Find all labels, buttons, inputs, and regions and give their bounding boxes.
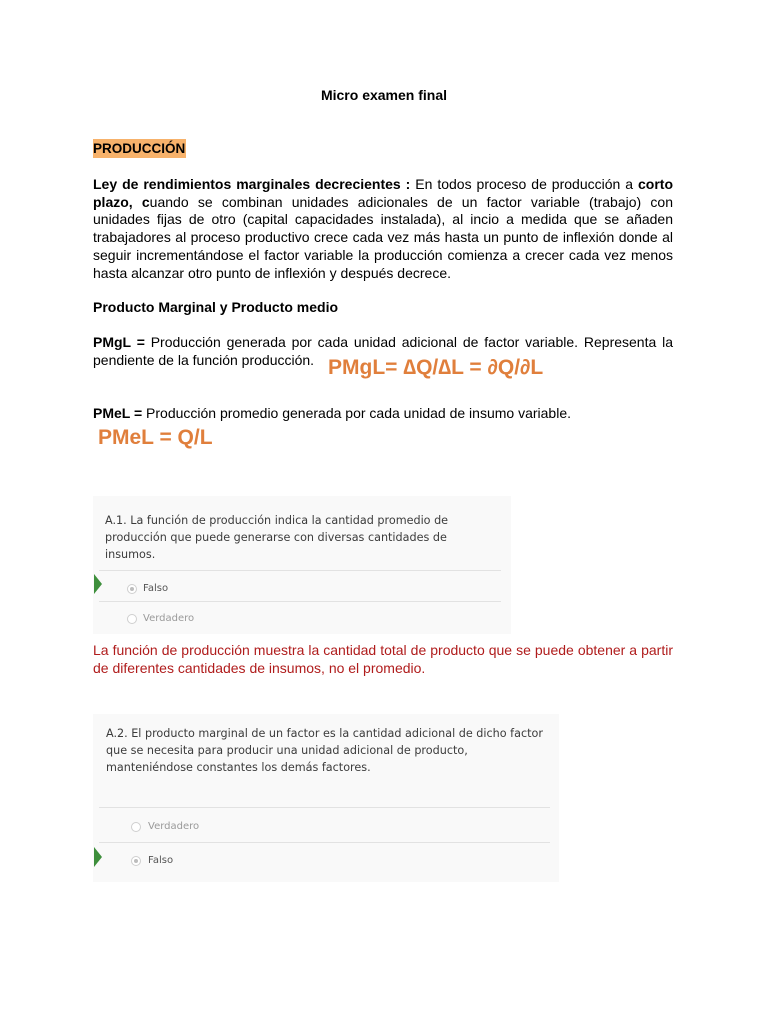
pmgl-text: Producción generada por cada unidad adicional de factor variable. Representa la pendiente de la función producción.: [93, 334, 673, 368]
section-heading: PRODUCCIÓN: [93, 141, 186, 156]
quiz-1-question: A.1. La función de producción indica la cantidad promedio de producción que puede generarse con diversas cantidades de insumos.: [105, 514, 449, 561]
pmel-text: Producción promedio generada por cada unidad de insumo variable.: [142, 405, 571, 421]
answer-1-text: La función de producción muestra la cantidad total de producto que se puede obtener a partir de diferentes cantidades de insumos, no el promedio.: [93, 642, 673, 676]
ley-bold-corto: corto plazo, c: [93, 176, 673, 210]
pmel-paragraph: [93, 405, 673, 423]
pmel-label: PMeL =: [93, 405, 143, 421]
quiz-1-radio-verdadero[interactable]: [127, 614, 137, 624]
selected-flag-icon: [94, 847, 102, 867]
quiz-1-option-falso: Falso: [143, 583, 169, 594]
quiz-2-radio-falso[interactable]: [131, 856, 141, 866]
ley-text-2: uando se combinan unidades adicionales de un factor variable (trabajo) con unidades fijas de otro (capital capacidades instalada), al incio a medida que se añaden trabajadores al proceso productivo crece cada vez más hasta un punto de inflexión donde al seguir incrementándose el factor variable la producción comienza a crecer cada vez menos hasta alcanzar otro punto de inflexión y después decrece.: [93, 193, 673, 281]
quiz-1-screenshot: [93, 496, 511, 634]
quiz-2-option-verdadero: Verdadero: [148, 821, 200, 832]
ley-bold-lead: Ley de rendimientos marginales decrecientes :: [93, 176, 411, 192]
subheading: Producto Marginal y Producto medio: [93, 299, 339, 315]
quiz-1-option-verdadero: Verdadero: [143, 613, 195, 624]
quiz-2-divider: [99, 807, 550, 808]
quiz-2-radio-verdadero[interactable]: [131, 822, 141, 832]
quiz-2-divider-2: [99, 842, 550, 843]
selected-flag-icon: [94, 574, 102, 594]
quiz-2-screenshot: [93, 714, 559, 882]
quiz-2-question: A.2. El producto marginal de un factor es la cantidad adicional de dicho factor que se necesita para producir una unidad adicional de producto, manteniéndose constantes los demás factores.: [106, 727, 543, 774]
ley-paragraph: [93, 176, 673, 282]
quiz-1-divider: [99, 570, 501, 571]
pmel-formula: PMeL = Q/L: [98, 426, 213, 449]
quiz-1-divider-2: [99, 601, 501, 602]
page-title: Micro examen final: [320, 87, 448, 103]
pmgl-formula: PMgL= ∆Q/∆L = ∂Q/∂L: [328, 356, 544, 379]
quiz-2-option-falso: Falso: [148, 855, 174, 866]
quiz-1-radio-falso[interactable]: [127, 584, 137, 594]
ley-text-1: En todos proceso de producción a: [410, 176, 638, 192]
pmgl-label: PMgL =: [93, 334, 145, 350]
